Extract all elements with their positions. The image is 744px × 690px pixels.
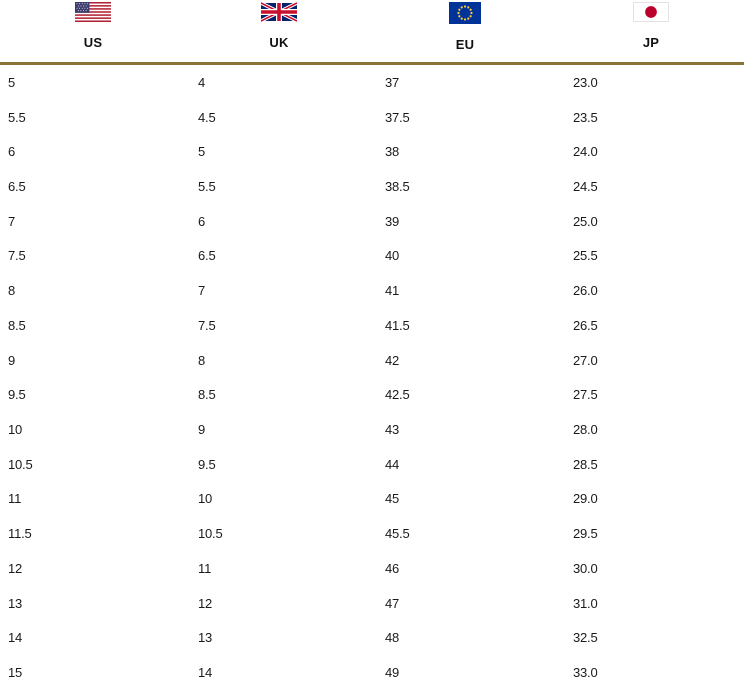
size-cell-us: 6.5 bbox=[8, 179, 26, 195]
size-cell-us: 5.5 bbox=[8, 109, 26, 125]
size-cell-eu: 42.5 bbox=[385, 387, 410, 403]
size-cell-us: 13 bbox=[8, 595, 23, 611]
size-cell-us: 11 bbox=[8, 491, 22, 507]
size-cell-us: 5 bbox=[8, 74, 16, 90]
table-row bbox=[0, 586, 744, 621]
size-cell-jp: 31.0 bbox=[573, 595, 598, 611]
table-row bbox=[0, 655, 744, 690]
size-cell-eu: 39 bbox=[385, 213, 400, 229]
size-cell-us: 10 bbox=[8, 422, 23, 438]
size-cell-uk: 6 bbox=[198, 213, 206, 229]
size-cell-uk: 13 bbox=[198, 630, 213, 646]
size-cell-jp: 26.5 bbox=[573, 317, 598, 333]
size-cell-jp: 30.0 bbox=[573, 560, 598, 576]
size-cell-jp: 27.5 bbox=[573, 387, 598, 403]
table-row bbox=[0, 169, 744, 204]
size-cell-jp: 29.0 bbox=[573, 491, 598, 507]
size-cell-uk: 12 bbox=[198, 595, 213, 611]
size-cell-eu: 46 bbox=[385, 560, 400, 576]
size-cell-eu: 48 bbox=[385, 630, 400, 646]
size-cell-uk: 8.5 bbox=[198, 387, 216, 403]
size-cell-jp: 28.5 bbox=[573, 456, 598, 472]
size-cell-uk: 5 bbox=[198, 144, 206, 160]
size-cell-uk: 7 bbox=[198, 283, 206, 299]
size-cell-us: 7.5 bbox=[8, 248, 26, 264]
table-row bbox=[0, 551, 744, 586]
size-cell-eu: 41 bbox=[385, 283, 400, 299]
size-cell-eu: 47 bbox=[385, 595, 400, 611]
size-cell-uk: 10.5 bbox=[198, 526, 223, 542]
header-col-jp bbox=[558, 0, 744, 62]
size-chart-header bbox=[0, 0, 744, 65]
table-row bbox=[0, 377, 744, 412]
size-cell-eu: 49 bbox=[385, 665, 400, 681]
size-cell-jp: 23.0 bbox=[573, 74, 598, 90]
size-cell-uk: 4 bbox=[198, 74, 206, 90]
table-row bbox=[0, 516, 744, 551]
size-cell-uk: 11 bbox=[198, 560, 212, 576]
header-label-us: US bbox=[83, 35, 103, 50]
table-row bbox=[0, 204, 744, 239]
size-cell-eu: 41.5 bbox=[385, 317, 410, 333]
size-cell-eu: 38.5 bbox=[385, 179, 410, 195]
size-cell-jp: 26.0 bbox=[573, 283, 598, 299]
size-cell-uk: 14 bbox=[198, 665, 213, 681]
header-label-uk: UK bbox=[269, 35, 289, 50]
table-row bbox=[0, 134, 744, 169]
table-row bbox=[0, 100, 744, 135]
size-cell-jp: 25.0 bbox=[573, 213, 598, 229]
size-cell-eu: 43 bbox=[385, 422, 400, 438]
us-flag-icon bbox=[75, 2, 111, 22]
size-cell-eu: 37 bbox=[385, 74, 400, 90]
size-cell-uk: 6.5 bbox=[198, 248, 216, 264]
table-row bbox=[0, 273, 744, 308]
size-cell-jp: 24.0 bbox=[573, 144, 598, 160]
size-cell-uk: 8 bbox=[198, 352, 206, 368]
size-cell-us: 11.5 bbox=[8, 526, 32, 542]
size-cell-us: 10.5 bbox=[8, 456, 33, 472]
size-cell-us: 15 bbox=[8, 665, 23, 681]
table-row bbox=[0, 65, 744, 100]
size-cell-uk: 7.5 bbox=[198, 317, 216, 333]
size-cell-eu: 42 bbox=[385, 352, 400, 368]
uk-flag-icon bbox=[261, 2, 297, 22]
size-cell-eu: 45.5 bbox=[385, 526, 410, 542]
table-row bbox=[0, 239, 744, 274]
size-cell-uk: 4.5 bbox=[198, 109, 216, 125]
header-label-eu: EU bbox=[455, 37, 475, 52]
size-cell-eu: 40 bbox=[385, 248, 400, 264]
size-cell-uk: 10 bbox=[198, 491, 213, 507]
size-cell-uk: 5.5 bbox=[198, 179, 216, 195]
size-cell-eu: 37.5 bbox=[385, 109, 410, 125]
size-cell-jp: 29.5 bbox=[573, 526, 598, 542]
eu-flag-icon bbox=[449, 2, 481, 24]
size-cell-jp: 32.5 bbox=[573, 630, 598, 646]
header-col-uk bbox=[186, 0, 372, 62]
size-cell-jp: 28.0 bbox=[573, 422, 598, 438]
size-cell-us: 7 bbox=[8, 213, 16, 229]
size-cell-uk: 9 bbox=[198, 422, 206, 438]
size-cell-us: 6 bbox=[8, 144, 16, 160]
size-table-body bbox=[0, 65, 744, 690]
size-cell-eu: 38 bbox=[385, 144, 400, 160]
jp-flag-icon bbox=[633, 2, 669, 22]
size-cell-jp: 33.0 bbox=[573, 665, 598, 681]
table-row bbox=[0, 412, 744, 447]
table-row bbox=[0, 343, 744, 378]
size-cell-us: 9.5 bbox=[8, 387, 26, 403]
size-cell-us: 8 bbox=[8, 283, 16, 299]
size-cell-jp: 24.5 bbox=[573, 179, 598, 195]
size-cell-us: 8.5 bbox=[8, 317, 26, 333]
table-row bbox=[0, 447, 744, 482]
size-cell-jp: 25.5 bbox=[573, 248, 598, 264]
size-cell-jp: 23.5 bbox=[573, 109, 598, 125]
size-cell-us: 12 bbox=[8, 560, 23, 576]
size-cell-uk: 9.5 bbox=[198, 456, 216, 472]
size-cell-us: 9 bbox=[8, 352, 16, 368]
table-row bbox=[0, 482, 744, 517]
size-cell-eu: 44 bbox=[385, 456, 400, 472]
size-cell-us: 14 bbox=[8, 630, 23, 646]
header-label-jp: JP bbox=[642, 35, 660, 50]
header-col-eu bbox=[372, 0, 558, 62]
table-row bbox=[0, 308, 744, 343]
size-cell-jp: 27.0 bbox=[573, 352, 598, 368]
size-cell-eu: 45 bbox=[385, 491, 400, 507]
table-row bbox=[0, 621, 744, 656]
header-col-us bbox=[0, 0, 186, 62]
